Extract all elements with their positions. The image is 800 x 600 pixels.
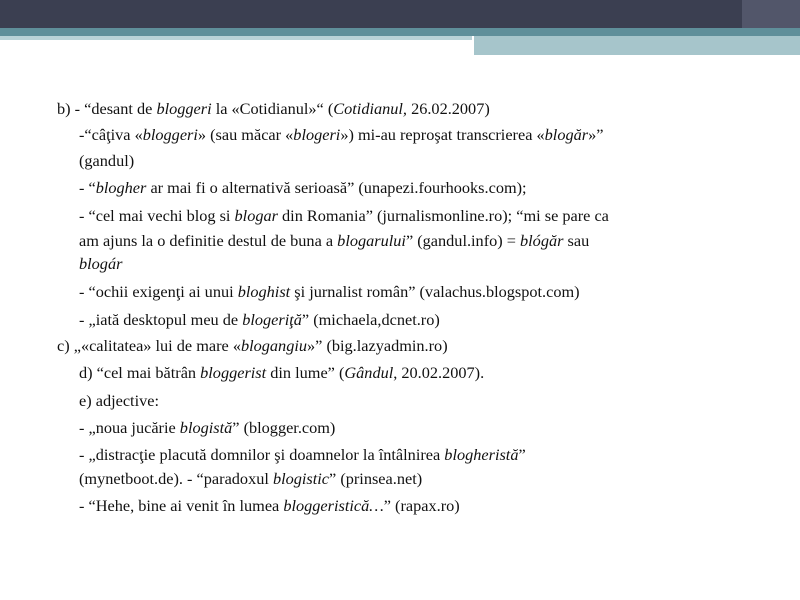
text-run: (gandul) [79, 151, 135, 170]
italic-term: blogeriţă [242, 310, 302, 329]
italic-term: Gândul [344, 363, 394, 382]
line-b-5 [79, 309, 440, 331]
text-run: din lume” ( [266, 363, 345, 382]
italic-term: blógăr [520, 231, 564, 250]
text-run: - “Hehe, bine ai venit în lumea [79, 496, 284, 515]
text-run: ” (gandul.info) = [405, 231, 521, 250]
text-run: ” (rapax.ro) [383, 496, 460, 515]
line-c [57, 335, 448, 357]
italic-term: bloggeri [142, 125, 198, 144]
text-run: , 20.02.2007). [393, 363, 485, 382]
text-run: am ajuns la o definitie destul de buna a [79, 231, 338, 250]
text-run: - „noua jucărie [79, 418, 180, 437]
text-run: ” [518, 445, 526, 464]
text-run: ” (blogger.com) [232, 418, 336, 437]
text-run: »” (big.lazyadmin.ro) [307, 336, 448, 355]
line-b [57, 98, 490, 120]
text-run: ar mai fi o alternativă serioasă” (unapezi.fourhooks.com); [146, 178, 527, 197]
italic-term: blogeri [293, 125, 341, 144]
italic-term: bloggerist [200, 363, 267, 382]
text-run: şi jurnalist român” (valachus.blogspot.com) [290, 282, 580, 301]
line-b-1 [79, 124, 603, 146]
italic-term: bloggeristică… [283, 496, 384, 515]
italic-term: blogár [79, 254, 123, 273]
italic-term: blogăr [544, 125, 589, 144]
text-run: - “ [79, 178, 96, 197]
line-e [79, 390, 159, 412]
text-run: - “cel mai vechi blog si [79, 206, 235, 225]
italic-term: blogheristă [444, 445, 519, 464]
italic-term: blogistă [179, 418, 233, 437]
header-bar-light-right [474, 36, 800, 55]
header-bar-accent [742, 0, 800, 28]
line-b-2 [79, 177, 527, 199]
italic-term: bloggeri [156, 99, 212, 118]
header-bar-dark [0, 0, 800, 28]
line-b-3-cont2 [79, 253, 122, 275]
text-run: - “ochii exigenţi ai unui [79, 282, 238, 301]
header-bar-teal [0, 28, 800, 36]
text-run: - „distracţie placută domnilor şi doamnelor la întâlnirea [79, 445, 445, 464]
text-run: la «Cotidianul»“ ( [211, 99, 334, 118]
italic-term: blogher [95, 178, 147, 197]
line-b-4 [79, 281, 580, 303]
text-run: (mynetboot.de). - “paradoxul [79, 469, 273, 488]
text-run: din Romania” (jurnalismonline.ro); “mi se pare ca [277, 206, 609, 225]
text-run: c) „«calitatea» lui de mare « [57, 336, 241, 355]
header-bar-light-left [0, 36, 472, 40]
line-e-1 [79, 417, 335, 439]
text-run: b) - “desant de [57, 99, 157, 118]
italic-term: blogarului [337, 231, 406, 250]
text-run: »” [588, 125, 604, 144]
text-run: » (sau măcar « [197, 125, 294, 144]
line-e-2-cont [79, 468, 422, 490]
italic-term: blogangiu [240, 336, 308, 355]
text-run: ») mi-au reproşat transcrierea « [340, 125, 545, 144]
italic-term: blogar [234, 206, 278, 225]
text-run: d) “cel mai bătrân [79, 363, 201, 382]
text-run: -“câţiva « [79, 125, 143, 144]
line-e-3 [79, 495, 460, 517]
line-b-1-cont [79, 150, 134, 172]
text-run: sau [563, 231, 590, 250]
text-run: ” (michaela,dcnet.ro) [301, 310, 440, 329]
text-run: - „iată desktopul meu de [79, 310, 243, 329]
italic-term: bloghist [237, 282, 291, 301]
text-run: ” (prinsea.net) [329, 469, 423, 488]
italic-term: blogistic [272, 469, 330, 488]
italic-term: Cotidianul, [333, 99, 407, 118]
line-b-3-cont [79, 230, 589, 252]
line-d [79, 362, 484, 384]
text-run: e) adjective: [79, 391, 159, 410]
text-run: 26.02.2007) [407, 99, 490, 118]
line-e-2 [79, 444, 526, 466]
line-b-3 [79, 205, 609, 227]
